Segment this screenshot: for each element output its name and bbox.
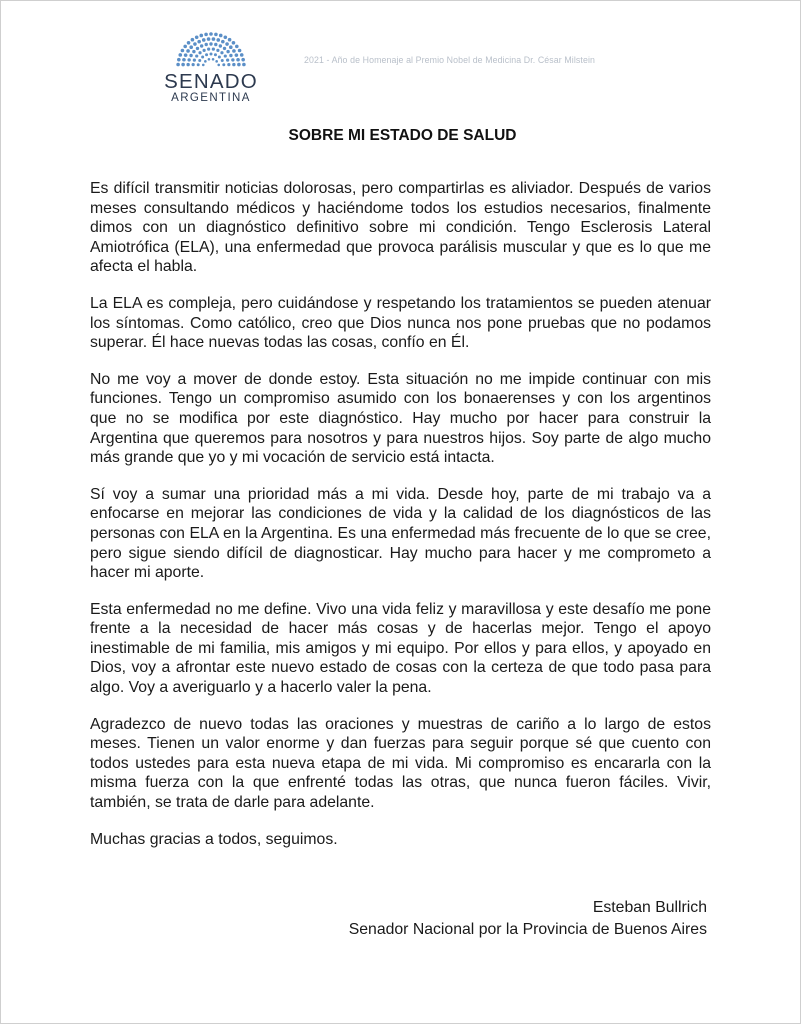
seat-dot	[192, 63, 195, 66]
seat-dot	[204, 60, 207, 63]
seat-dot	[226, 50, 229, 53]
seat-dot	[242, 63, 246, 67]
seat-dot	[229, 54, 232, 57]
seat-dot	[214, 43, 217, 46]
seat-dot	[236, 58, 240, 62]
seat-dot	[224, 35, 228, 39]
paragraph-2: La ELA es compleja, pero cuidándose y respetando los tratamientos se pueden atenuar los síntomas. Como católico, creo que Dios nunca nos pone pruebas que no podamos superar. Él hace nuevas todas las cosas, confío en Él.	[90, 294, 711, 352]
seat-dot	[216, 38, 220, 42]
seat-dot	[240, 53, 244, 57]
seat-dot	[224, 54, 227, 57]
seat-dot	[231, 58, 234, 61]
seat-dot	[197, 63, 200, 66]
paragraph-1: Es difícil transmitir noticias dolorosas, pero compartirlas es aliviador. Después de varios meses consultando médicos y haciéndome todos los estudios necesarios, finalmente dimos con un diagnóstico definitivo sobre mi condición. Tengo Esclerosis Lateral Amiotrófica (ELA), una enfermedad que provoca parálisis muscular y que es lo que me afecta el habla.	[90, 180, 711, 276]
logo-name: SENADO	[164, 70, 258, 93]
seat-dot	[181, 49, 185, 53]
seat-dot	[186, 63, 189, 66]
header-tagline: 2021 - Año de Homenaje al Premio Nobel de Medicina Dr. César Milstein	[304, 55, 595, 65]
seat-dot	[191, 38, 195, 42]
seat-dot	[208, 58, 211, 61]
seat-dot	[202, 64, 205, 67]
seat-dot	[189, 54, 192, 57]
seat-dot	[218, 56, 221, 59]
seat-dot	[209, 42, 212, 45]
logo-country: ARGENTINA	[171, 92, 251, 104]
seat-dot	[226, 59, 229, 62]
seat-dot	[207, 37, 211, 41]
seat-dot	[177, 58, 181, 62]
seat-dot	[198, 51, 201, 54]
seat-dot	[196, 47, 199, 50]
seat-dot	[203, 49, 206, 52]
seat-dot	[238, 49, 242, 53]
seat-dot	[232, 41, 236, 45]
seat-dot	[212, 58, 215, 61]
seat-dot	[214, 33, 218, 37]
seat-dot	[204, 33, 208, 37]
seat-dot	[178, 53, 182, 57]
signature-name: Esteban Bullrich	[592, 899, 707, 916]
seat-dot	[195, 54, 198, 57]
seat-dot	[241, 58, 245, 62]
seat-dot	[216, 49, 219, 52]
paragraph-4: Sí voy a sumar una prioridad más a mi vida. Desde hoy, parte de mi trabajo va a enfocarse en mejorar las condiciones de vida y la calidad de los diagnósticos de las personas con ELA en la Argentina. Es una enfermedad más frecuente de lo que se cree, pero sigue siendo difícil de diagnosticar. Hay mucho para hacer y me comprometo a hacer mi aporte.	[90, 485, 711, 582]
seat-dot	[186, 49, 190, 53]
seat-dot	[212, 37, 216, 41]
paragraph-6: Agradezco de nuevo todas las oraciones y muestras de cariño a lo largo de estos meses. Tienen un valor enorme y dan fuerzas para seguir porque sé que cuento con todos ustedes para esta nueva etapa de mi vida. Mi compromiso es encararla con la misma fuerza con la que enfrenté todas las otras, que nunca fueron fáciles. Vivir, también, se trata de darle para adelante.	[90, 715, 711, 812]
seat-dot	[198, 59, 201, 62]
seat-dot	[214, 53, 217, 56]
seat-dot	[205, 53, 208, 56]
seat-dot	[221, 40, 225, 44]
seat-dot	[184, 53, 188, 57]
seat-dot	[212, 48, 215, 51]
seat-dot	[215, 60, 218, 63]
seat-dot	[192, 50, 195, 53]
seat-dot	[227, 63, 230, 66]
seat-dot	[223, 47, 226, 50]
seat-dot	[200, 44, 203, 47]
seat-dot	[222, 63, 225, 66]
seat-dot	[217, 64, 220, 67]
seat-dot	[201, 56, 204, 59]
seat-dot	[232, 49, 236, 53]
seat-dot	[183, 45, 187, 49]
seat-dot	[232, 63, 235, 66]
seat-dot	[176, 63, 180, 67]
seat-dot	[229, 45, 233, 49]
seat-dot	[220, 51, 223, 54]
seat-dot	[193, 42, 197, 46]
senado-logo	[161, 29, 261, 109]
signature-role: Senador Nacional por la Provincia de Buenos Aires	[348, 921, 707, 938]
paragraph-3: No me voy a mover de donde estoy. Esta situación no me impide continuar con mis funciones. Tengo un compromiso asumido con los bonaerenses y con los argentinos que no se modifica por este diagnóstico. Hay mucho por hacer para construir la Argentina que queremos para nosotros y para nuestros hijos. Soy parte de algo mucho más grande que yo y mi vocación de servicio está intacta.	[90, 370, 711, 467]
paragraph-5: Esta enfermedad no me define. Vivo una vida feliz y maravillosa y este desafío me pone frente a la necesidad de hacer más cosas y de hacerlas mejor. Tengo el apoyo inestimable de mi familia, mis amigos y mi equipo. Por ellos y para ellos, y apoyado en Dios, voy a afrontar este nuevo estado de cosas con la certeza de que todo pasa para algo. Voy a averiguarlo y a hacerlo valer la pena.	[90, 600, 711, 697]
seat-dot	[197, 40, 201, 44]
seat-dot	[210, 53, 213, 56]
document-body	[90, 179, 711, 866]
seat-dot	[182, 58, 186, 62]
seat-dot	[181, 63, 185, 67]
seat-dot	[202, 38, 206, 42]
seat-dot	[195, 35, 199, 39]
seat-dot	[187, 41, 191, 45]
seat-dot	[187, 58, 190, 61]
seat-dot	[219, 34, 223, 38]
seat-dot	[219, 44, 222, 47]
seat-dot	[193, 59, 196, 62]
seat-dot	[235, 45, 239, 49]
document-title: SOBRE MI ESTADO DE SALUD	[288, 127, 517, 144]
hemicycle-icon	[174, 31, 248, 69]
seat-dot	[225, 42, 229, 46]
seat-dot	[237, 63, 241, 67]
seat-dot	[207, 48, 210, 51]
seat-dot	[221, 59, 224, 62]
seat-dot	[228, 38, 232, 42]
seat-dot	[209, 32, 213, 36]
signature-block	[349, 897, 707, 941]
seat-dot	[199, 34, 203, 38]
seat-dot	[189, 45, 193, 49]
seat-dot	[235, 53, 239, 57]
paragraph-7: Muchas gracias a todos, seguimos.	[90, 830, 338, 848]
seat-dot	[205, 43, 208, 46]
